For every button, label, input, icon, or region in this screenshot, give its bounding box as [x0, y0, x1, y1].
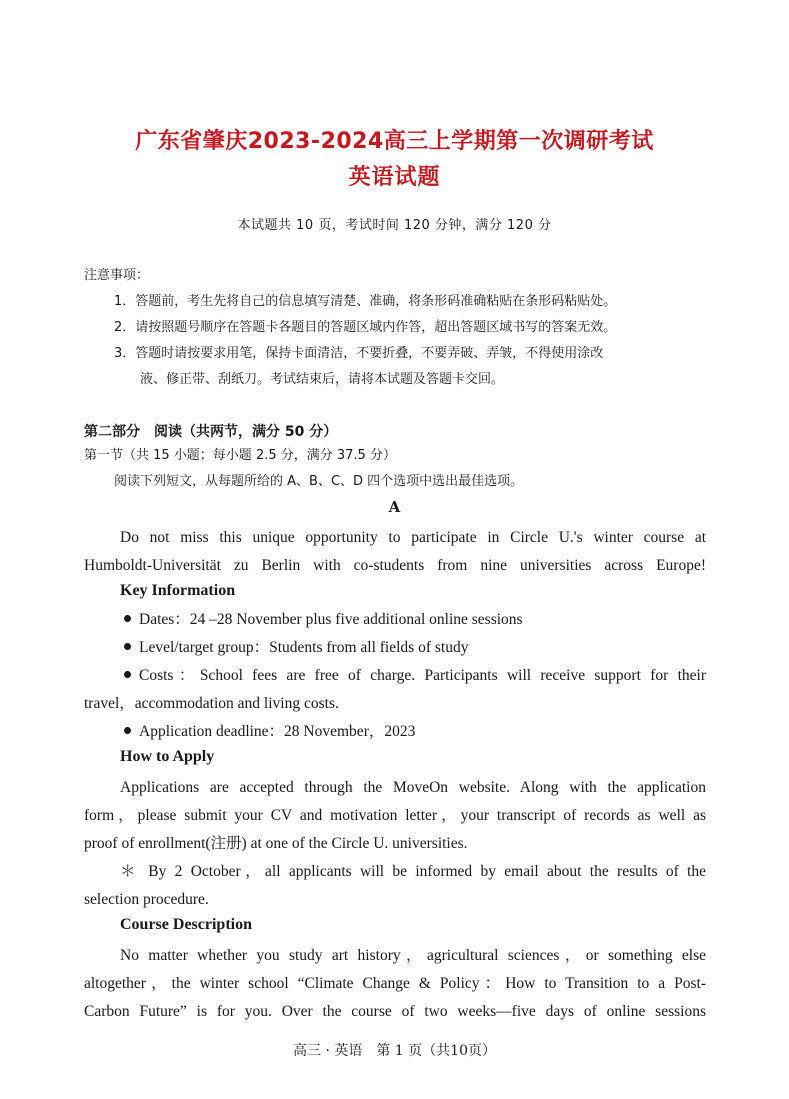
bullet-costs-text: Costs：School fees are free of charge. Participants will receive support for their: [139, 667, 706, 684]
bullet-costs: [124, 666, 706, 686]
intro-line-1: Do not miss this unique opportunity to participate in Circle U.'s winter course at: [120, 529, 706, 546]
apply-line-2: form，please submit your CV and motivation letter，your transcript of records as well as: [84, 807, 706, 824]
bullet-level: [124, 638, 468, 658]
exam-subject-title: 英语试题: [348, 165, 441, 190]
course-line-1: No matter whether you study art history，agricultural sciences，or something else: [120, 947, 706, 964]
exam-info: 本试题共 10 页，考试时间 120 分钟，满分 120 分: [237, 218, 552, 233]
note-line-1: ＊ By 2 October，all applicants will be informed by email about the results of the: [120, 863, 706, 880]
apply-line-1: Applications are accepted through the MoveOn website. Along with the application: [120, 779, 706, 796]
key-info-heading: Key Information: [120, 582, 236, 599]
bullet-level-text: Level/target group：Students from all fields of study: [139, 639, 469, 656]
exam-title: 广东省肇庆2023-2024高三上学期第一次调研考试: [135, 129, 654, 154]
note-line-2: selection procedure.: [84, 891, 209, 908]
section-instruction: 阅读下列短文，从每题所给的 A、B、C、D 四个选项中选出最佳选项。: [114, 474, 524, 489]
notice-item-3: 3．答题时请按要求用笔，保持卡面清洁，不要折叠，不要弄破、弄皱，不得使用涂改: [114, 346, 604, 361]
notice-item-1: 1．答题前，考生先将自己的信息填写清楚、准确，将条形码准确粘贴在条形码粘贴处。: [114, 294, 617, 309]
bullet-deadline: [124, 722, 415, 742]
bullet-icon: [124, 727, 131, 734]
section-title: 第二部分 阅读（共两节，满分 50 分）: [84, 424, 338, 440]
course-description-heading: Course Description: [120, 916, 252, 933]
bullet-icon: [124, 643, 131, 650]
course-line-2: altogether，the winter school “Climate Change & Policy：How to Transition to a Post-: [84, 975, 706, 992]
apply-line-3: proof of enrollment(注册) at one of the Circle U. universities.: [84, 835, 468, 852]
page-footer: 高三 · 英语 第 1 页（共10页）: [293, 1043, 496, 1059]
section-subtitle: 第一节（共 15 小题；每小题 2.5 分，满分 37.5 分）: [84, 448, 396, 463]
bullet-dates-text: Dates：24 –28 November plus five additional online sessions: [139, 611, 523, 628]
bullet-dates: [124, 610, 523, 630]
notice-item-3-continued: 液、修正带、刮纸刀。考试结束后，请将本试题及答题卡交回。: [140, 372, 505, 387]
bullet-icon: [124, 671, 131, 678]
bullet-costs-continued: travel，accommodation and living costs.: [84, 695, 339, 712]
passage-label: A: [388, 498, 401, 516]
intro-line-2: Humboldt-Universität zu Berlin with co-students from nine universities across Europe!: [84, 557, 706, 574]
notice-item-2: 2．请按照题号顺序在答题卡各题目的答题区域内作答，超出答题区域书写的答案无效。: [114, 320, 617, 335]
how-to-apply-heading: How to Apply: [120, 748, 215, 765]
bullet-icon: [124, 615, 131, 622]
notice-label: 注意事项：: [84, 268, 150, 283]
course-line-3: Carbon Future” is for you. Over the course of two weeks—five days of online sessions: [84, 1003, 706, 1020]
bullet-deadline-text: Application deadline：28 November，2023: [139, 723, 416, 740]
